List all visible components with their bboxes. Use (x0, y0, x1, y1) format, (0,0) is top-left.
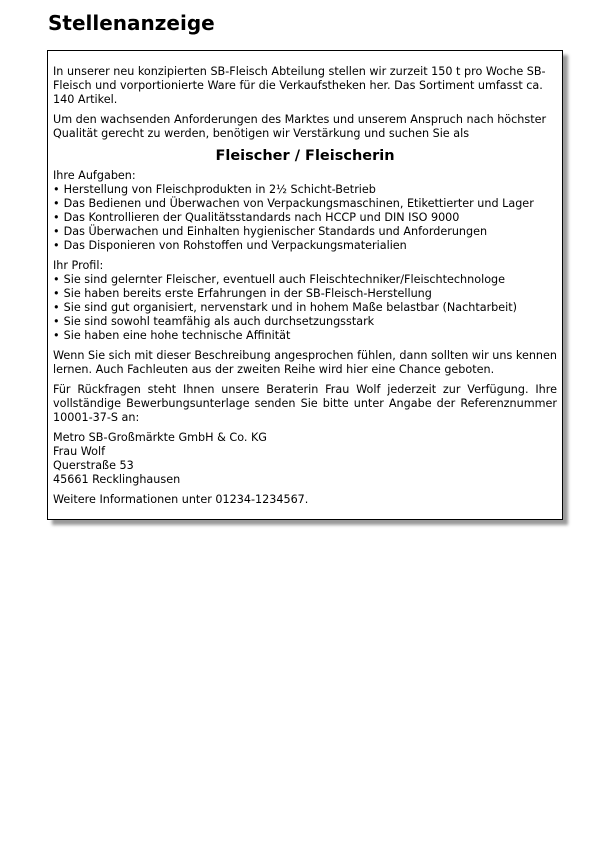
closing-paragraph: Wenn Sie sich mit dieser Beschreibung angesprochen fühlen, dann sollten wir uns kennen lernen. Auch Fachleuten aus der zweiten Reihe wird hier eine Chance geboten. (53, 349, 557, 376)
task-item: • Herstellung von Fleischprodukten in 2½ Schicht-Betrieb (53, 183, 557, 197)
address-person: Frau Wolf (53, 445, 106, 458)
profile-item: • Sie haben bereits erste Erfahrungen in der SB-Fleisch-Herstellung (53, 287, 557, 301)
address-city: 45661 Recklinghausen (53, 473, 181, 486)
tasks-list (53, 183, 557, 253)
intro-paragraph: In unserer neu konzipierten SB-Fleisch Abteilung stellen wir zurzeit 150 t pro Woche SB-Fleisch und vorportionierte Ware für die Verkaufstheken her. Das Sortiment umfasst ca. 140 Artikel. (53, 65, 546, 106)
page-title: Stellenanzeige (48, 11, 215, 35)
profile-item: • Sie sind gelernter Fleischer, eventuell auch Fleischtechniker/Fleischtechnologe (53, 273, 557, 287)
position-headline: Fleischer / Fleischerin (215, 148, 395, 164)
profile-heading: Ihr Profil: (53, 259, 104, 272)
task-item: • Das Disponieren von Rohstoffen und Verpackungsmaterialien (53, 239, 557, 253)
task-item: • Das Kontrollieren der Qualitätsstandards nach HCCP und DIN ISO 9000 (53, 211, 557, 225)
address-company: Metro SB-Großmärkte GmbH & Co. KG (53, 431, 267, 444)
profile-list (53, 273, 557, 343)
task-item: • Das Bedienen und Überwachen von Verpackungsmaschinen, Etikettierter und Lager (53, 197, 557, 211)
profile-item: • Sie sind gut organisiert, nervenstark und in hohem Maße belastbar (Nachtarbeit) (53, 301, 557, 315)
profile-item: • Sie haben eine hohe technische Affinität (53, 329, 557, 343)
intro-paragraph-2: Um den wachsenden Anforderungen des Marktes und unserem Anspruch nach höchster Qualität gerecht zu werden, benötigen wir Verstärkung und suchen Sie als (53, 113, 547, 140)
profile-item: • Sie sind sowohl teamfähig als auch durchsetzungsstark (53, 315, 557, 329)
contact-paragraph: Für Rückfragen steht Ihnen unsere Beraterin Frau Wolf jederzeit zur Verfügung. Ihre vollständige Bewerbungsunterlage senden Sie bitte unter Angabe der Referenznummer 10001-37-S an: (53, 383, 557, 424)
job-ad-box (47, 50, 563, 520)
task-item: • Das Überwachen und Einhalten hygienischer Standards und Anforderungen (53, 225, 557, 239)
address-block (53, 431, 557, 487)
tasks-heading: Ihre Aufgaben: (53, 169, 136, 182)
more-info-line: Weitere Informationen unter 01234-1234567. (53, 493, 309, 506)
address-street: Querstraße 53 (53, 459, 134, 472)
